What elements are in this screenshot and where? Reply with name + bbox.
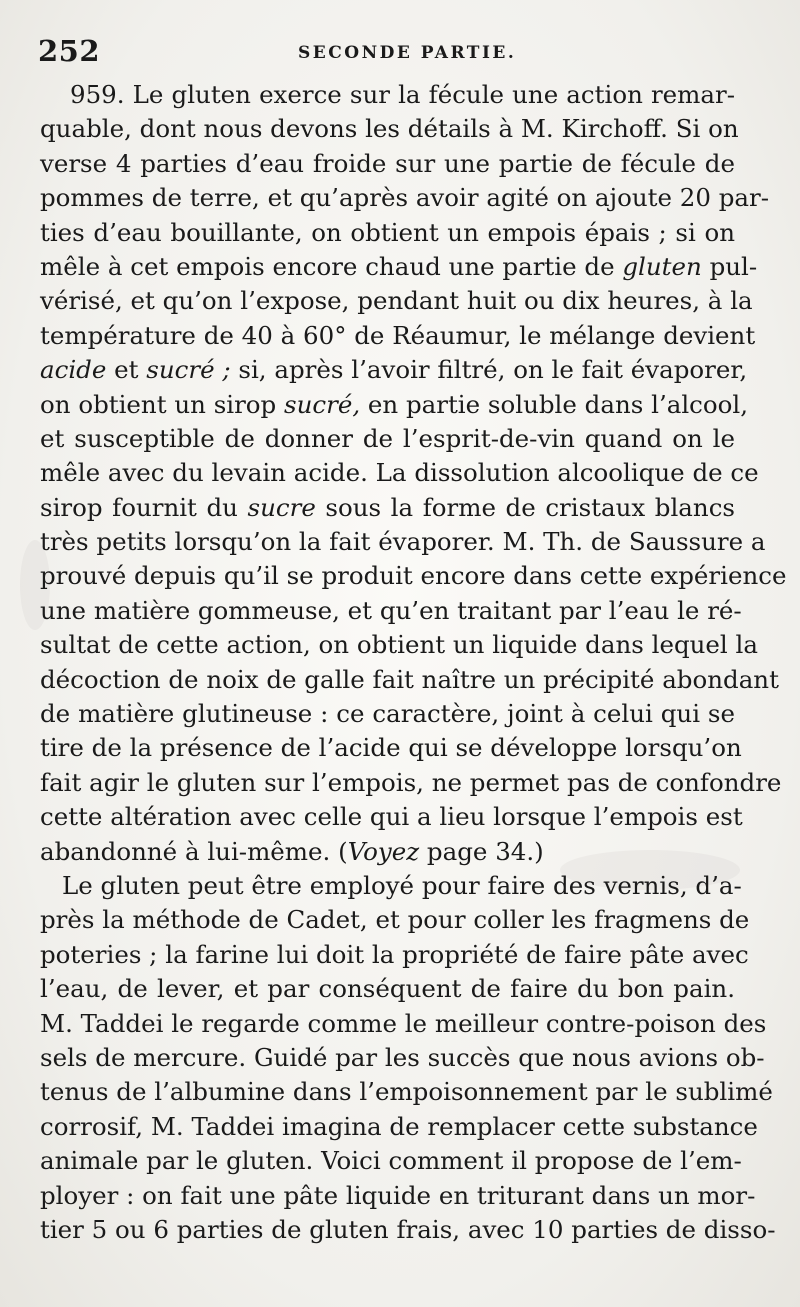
- italic-term: acide: [40, 355, 107, 385]
- page-header: [38, 34, 738, 74]
- text-line: l’eau, de lever, et par conséquent de faire du bon pain.: [40, 974, 735, 1004]
- text-line: de matière glutineuse : ce caractère, joint à celui qui se: [40, 699, 735, 729]
- text-line: température de 40 à 60° de Réaumur, le mélange devient: [40, 320, 756, 350]
- text-line: tire de la présence de l’acide qui se développe lorsqu’on: [40, 733, 742, 763]
- text-line: Le gluten peut être employé pour faire des vernis, d’a-: [62, 870, 742, 900]
- text-line: et susceptible de donner de l’esprit-de-vin quand on le: [40, 423, 735, 453]
- text-line: une matière gommeuse, et qu’en traitant par l’eau le ré-: [40, 595, 742, 625]
- text-line: [40, 835, 735, 869]
- text-line: M. Taddei le regarde comme le meilleur contre-poison des: [40, 1008, 767, 1038]
- italic-term: gluten: [622, 251, 702, 281]
- text-line: cette altération avec celle qui a lieu lorsque l’empois est: [40, 802, 743, 832]
- italic-term: sucre: [247, 492, 316, 522]
- text-line: [40, 250, 758, 284]
- running-head: SECONDE PARTIE.: [298, 43, 517, 63]
- text-line: sels de mercure. Guidé par les succès que nous avions ob-: [40, 1042, 765, 1072]
- body-text: [40, 78, 787, 1247]
- text-line: vérisé, et qu’on l’expose, pendant huit ou dix heures, à la: [40, 286, 753, 316]
- text-segment: si, après l’avoir filtré, on le fait évaporer,: [230, 355, 748, 385]
- text-segment: en partie soluble dans l’alcool,: [360, 389, 749, 419]
- page-number: 252: [38, 34, 101, 68]
- text-line: ployer : on fait une pâte liquide en triturant dans un mor-: [40, 1180, 756, 1210]
- text-line: [40, 388, 749, 422]
- text-line: corrosif, M. Taddei imagina de remplacer cette substance: [40, 1111, 758, 1141]
- text-segment: pul-: [701, 251, 758, 281]
- text-line: animale par le gluten. Voici comment il propose de l’em-: [40, 1146, 742, 1176]
- text-segment: mêle à cet empois encore chaud une partie de: [40, 251, 623, 281]
- text-line: pommes de terre, et qu’après avoir agité on ajoute 20 par-: [40, 183, 770, 213]
- text-line: ties d’eau bouillante, on obtient un empois épais ; si on: [40, 217, 735, 247]
- text-line: mêle avec du levain acide. La dissolution alcoolique de ce: [40, 458, 759, 488]
- text-line: tier 5 ou 6 parties de gluten frais, avec 10 parties de disso-: [40, 1214, 776, 1244]
- text-line: près la méthode de Cadet, et pour coller les fragmens de: [40, 905, 750, 935]
- text-line: poteries ; la farine lui doit la propriété de faire pâte avec: [40, 939, 749, 969]
- text-line: verse 4 parties d’eau froide sur une partie de fécule de: [40, 148, 735, 178]
- text-segment: et: [106, 355, 147, 385]
- text-line: décoction de noix de galle fait naître un précipité abondant: [40, 664, 779, 694]
- text-segment: abandonné à lui-même. (: [40, 836, 348, 866]
- text-line: prouvé depuis qu’il se produit encore dans cette expérience: [40, 561, 787, 591]
- text-line: très petits lorsqu’on la fait évaporer. M. Th. de Saussure a: [40, 527, 766, 557]
- text-line: 959. Le gluten exerce sur la fécule une action remar-: [70, 80, 735, 109]
- text-line: quable, dont nous devons les détails à M. Kirchoff. Si on: [40, 114, 739, 144]
- text-line: sultat de cette action, on obtient un liquide dans lequel la: [40, 630, 758, 660]
- text-line: [40, 491, 735, 525]
- italic-term: sucré ;: [146, 355, 231, 385]
- text-line: [40, 353, 748, 387]
- italic-term: sucré,: [284, 389, 361, 419]
- text-segment: on obtient un sirop: [40, 389, 285, 419]
- italic-term: Voyez: [347, 836, 420, 866]
- text-segment: sirop fournit du: [40, 492, 248, 522]
- text-line: tenus de l’albumine dans l’empoisonnement par le sublimé: [40, 1077, 773, 1107]
- text-line: fait agir le gluten sur l’empois, ne permet pas de confondre: [40, 767, 782, 797]
- text-segment: sous la forme de cristaux blancs: [315, 492, 735, 522]
- text-segment: page 34.): [419, 836, 544, 866]
